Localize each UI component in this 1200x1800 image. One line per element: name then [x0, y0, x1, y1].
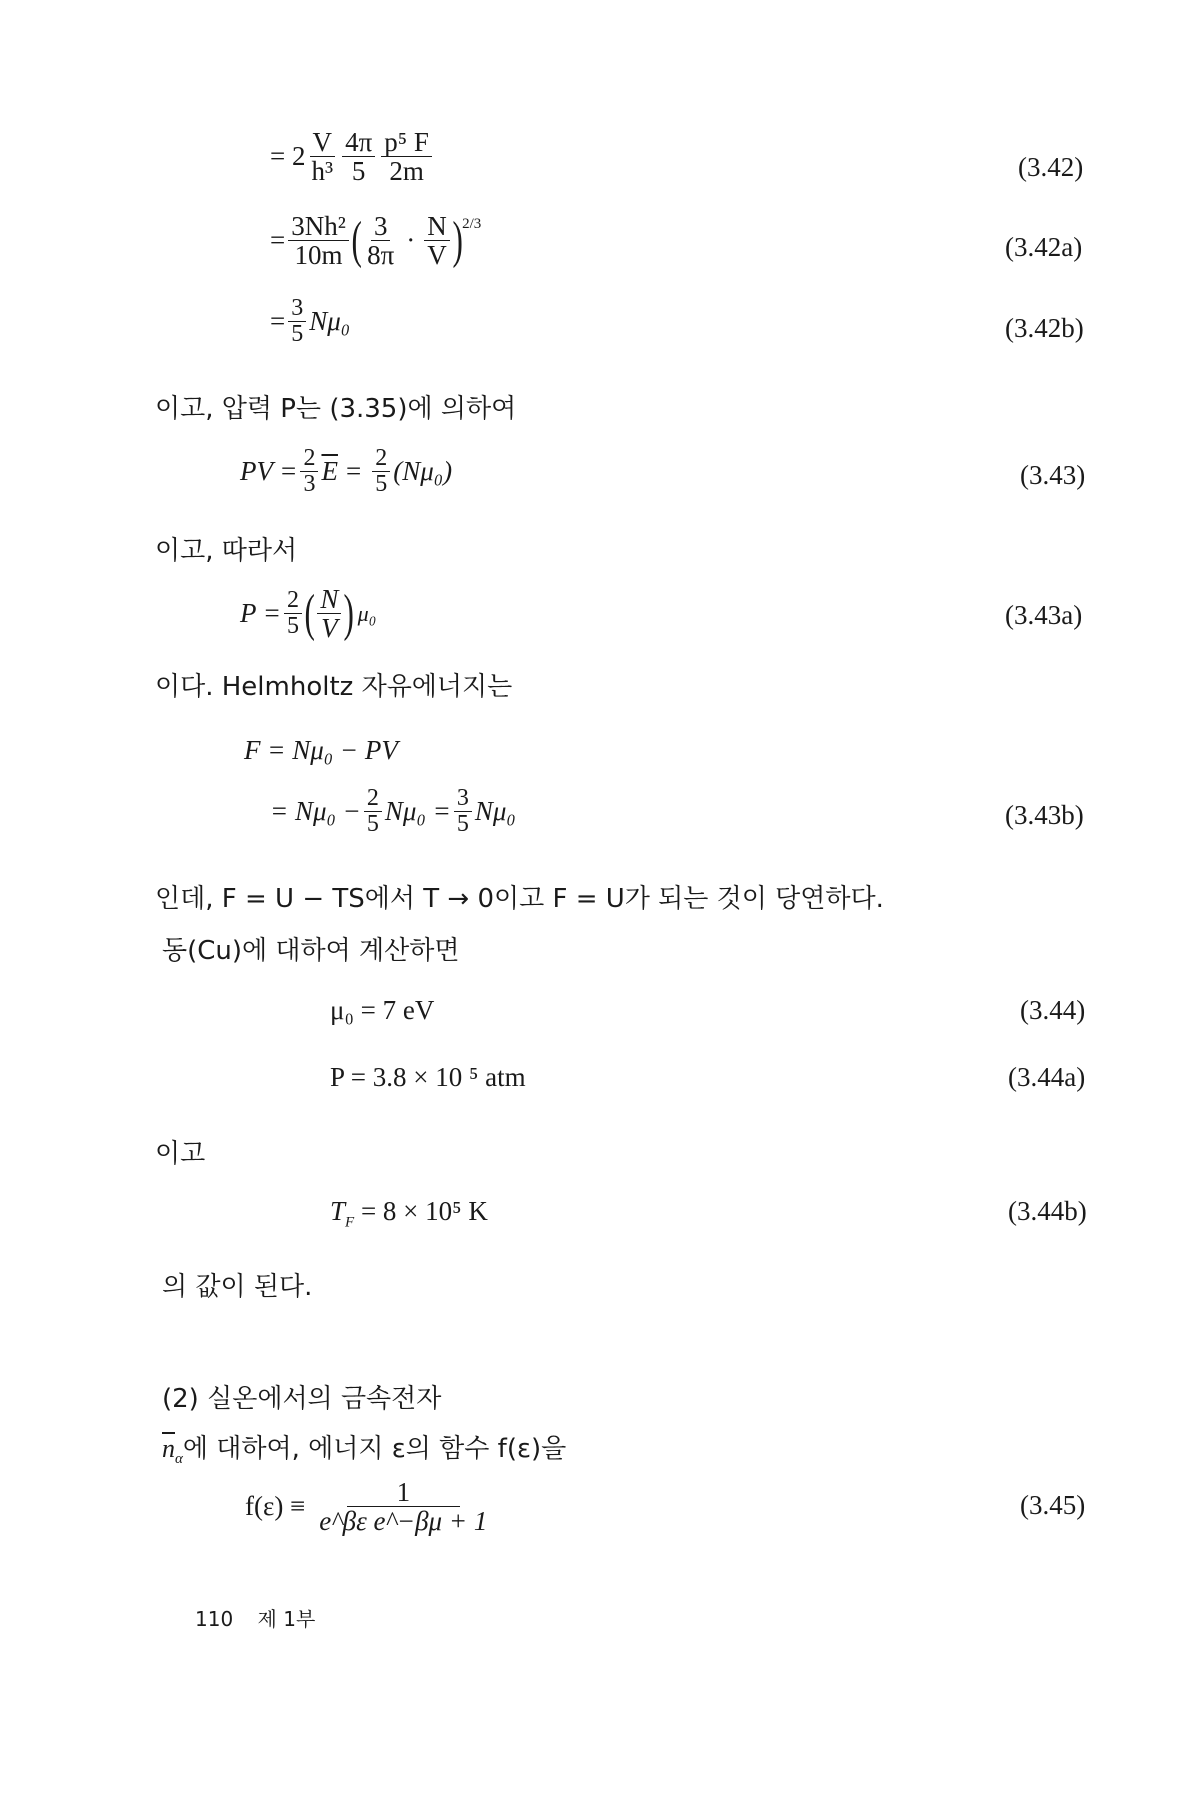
equation-number: (3.44a)	[1008, 1062, 1086, 1092]
equation-3-42b: = $\frac{3}{5}$ Nμ₀	[270, 295, 351, 348]
equation-number: (3.45)	[1020, 1490, 1086, 1520]
body-text: 이고, 압력 P는 (3.35)에 의하여	[155, 394, 517, 424]
equation-3-44b: $T_F = 8 \times 10^5$ K	[330, 1196, 488, 1231]
body-text: 이고	[155, 1139, 206, 1169]
equation-number: (3.42a)	[1005, 232, 1083, 262]
equation-f-definition: F = Nμ₀ − PV	[244, 735, 398, 765]
equation-3-44: μ₀ = 7 eV	[330, 995, 435, 1025]
body-text: 동(Cu)에 대하여 계산하면	[162, 936, 460, 966]
body-text: 이다. Helmholtz 자유에너지는	[155, 672, 513, 702]
body-text: $\overline{n}_\alpha$에 대하여, 에너지 ε의 함수 f(ε)을	[162, 1434, 567, 1468]
footer	[195, 1603, 315, 1632]
body-text: 인데, F = U − TS에서 T → 0이고 F = U가 되는 것이 당연하다.	[155, 884, 884, 914]
equation-number: (3.44)	[1020, 995, 1086, 1025]
right-paren: )	[343, 584, 355, 642]
equation-number: (3.43a)	[1005, 600, 1083, 630]
equation-3-43b: = Nμ₀ − $\frac{2}{5}$ Nμ₀ = $\frac{3}{5}$ Nμ₀	[270, 785, 516, 838]
right-paren: )	[452, 211, 463, 269]
equation-number: (3.43)	[1020, 460, 1086, 490]
equation-3-43a: P = $\frac{2}{5}$ ( $\frac{N}{V}$ ) μ₀	[240, 584, 377, 644]
equation-3-45: f(ε) ≡ $\frac{1}{\text{e\textasciicircum{}βε e\textasciicircum{}−βμ + 1}}$	[245, 1477, 488, 1537]
equation-3-42: = 2 $\frac{V}{\text{h³}}$ $\frac{4\pi}{5}$ $\frac{\text{p⁵ F}}{2m}$	[270, 128, 435, 186]
equation-3-43: PV = $\frac{2}{3}$ $\overline{E}$ = $\frac{2}{5}$ (Nμ₀)	[240, 445, 453, 498]
equation-number: (3.44b)	[1008, 1196, 1087, 1226]
equation-number: (3.42)	[1018, 152, 1084, 182]
equation-number: (3.42b)	[1005, 313, 1084, 343]
part-label: 제 1부	[257, 1607, 316, 1631]
equation-number: (3.43b)	[1005, 800, 1084, 830]
left-paren: (	[351, 211, 362, 269]
equation-3-42a: = $\frac{\text{3Nh²}}{10m}$ ( $\frac{3}{8\pi}$ · $\frac{N}{V}$ ) $^{2/3}$	[270, 211, 482, 271]
section-heading: (2) 실온에서의 금속전자	[162, 1384, 442, 1414]
equation-3-44a: P = 3.8 × 10 ⁵ atm	[330, 1062, 526, 1092]
body-text: 의 값이 된다.	[162, 1272, 313, 1302]
body-text: 이고, 따라서	[155, 536, 298, 566]
page-number: 110	[195, 1607, 234, 1631]
left-paren: (	[304, 584, 315, 642]
